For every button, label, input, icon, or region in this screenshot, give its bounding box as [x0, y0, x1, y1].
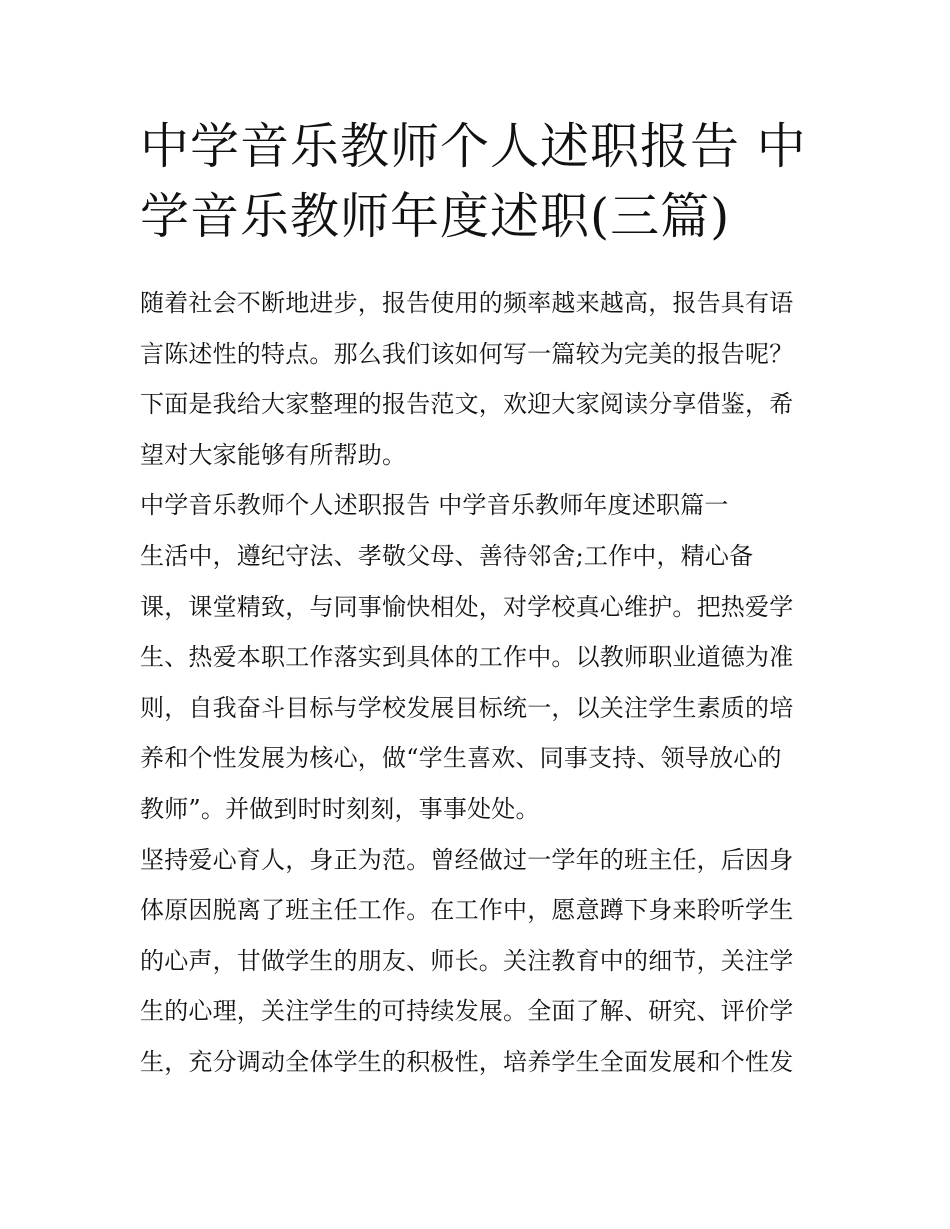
title-line: 学音乐教师年度述职(三篇) [140, 188, 731, 245]
body-line: 望对大家能够有所帮助。 [140, 440, 407, 469]
title-line: 中学音乐教师个人述职报告 中 [140, 118, 807, 175]
body-line: 生、热爱本职工作落实到具体的工作中。以教师职业道德为准 [140, 643, 794, 672]
body-line: 则，自我奋斗目标与学校发展目标统一，以关注学生素质的培 [140, 693, 794, 722]
body-line: 随着社会不断地进步，报告使用的频率越来越高，报告具有语 [140, 289, 794, 317]
document-body [140, 278, 820, 1088]
body-line: 教师”。并做到时时刻刻，事事处处。 [140, 794, 540, 823]
body-line: 言陈述性的特点。那么我们该如何写一篇较为完美的报告呢？ [140, 339, 794, 368]
body-line: 生的心理，关注学生的可持续发展。全面了解、研究、评价学 [140, 997, 794, 1026]
section-heading: 中学音乐教师个人述职报告 中学音乐教师年度述职篇一 [140, 491, 729, 520]
body-line: 坚持爱心育人，身正为范。曾经做过一学年的班主任，后因身 [140, 845, 794, 874]
body-line: 的心声，甘做学生的朋友、师长。关注教育中的细节，关注学 [140, 946, 794, 975]
body-line: 养和个性发展为核心，做“学生喜欢、同事支持、领导放心的 [140, 744, 782, 773]
body-line: 生，充分调动全体学生的积极性，培养学生全面发展和个性发 [140, 1047, 794, 1076]
body-line: 体原因脱离了班主任工作。在工作中，愿意蹲下身来聆听学生 [140, 896, 794, 925]
body-line: 课，课堂精致，与同事愉快相处，对学校真心维护。把热爱学 [140, 592, 794, 621]
body-line: 生活中，遵纪守法、孝敬父母、善待邻舍;工作中，精心备 [140, 541, 754, 570]
body-line: 下面是我给大家整理的报告范文，欢迎大家阅读分享借鉴，希 [140, 390, 794, 419]
document-title [140, 112, 830, 252]
